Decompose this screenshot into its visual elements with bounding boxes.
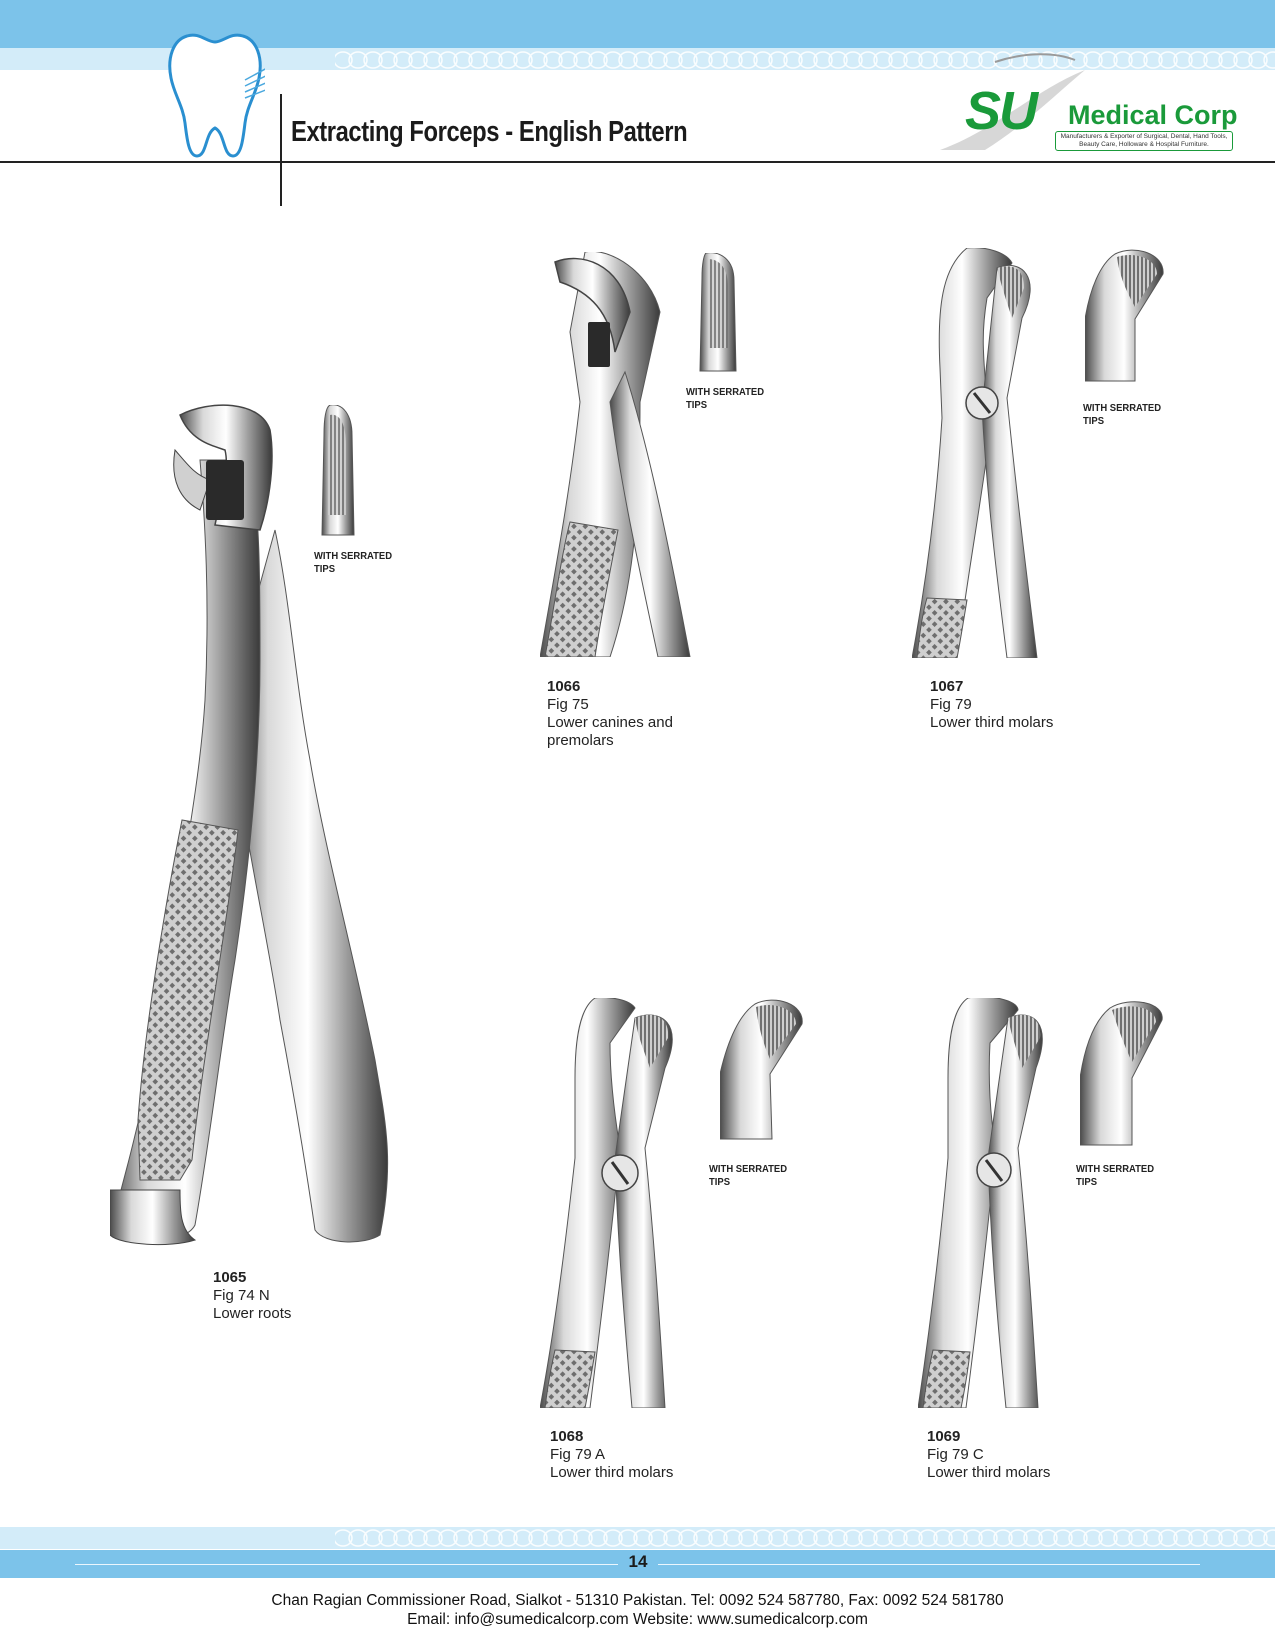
forceps-image-1069 [918, 998, 1068, 1408]
ring-ornament [1264, 52, 1275, 68]
serrated-tips-note-1067: WITH SERRATED TIPS [1083, 402, 1162, 427]
product-code: 1069 [927, 1428, 961, 1445]
header-vertical-rule [280, 94, 282, 206]
product-figure: Fig 79 [930, 696, 972, 713]
logo-tagline-line2: Beauty Care, Holloware & Hospital Furniture. [1079, 141, 1209, 148]
header-rule [0, 161, 1275, 163]
product-1066 [547, 677, 673, 750]
serrated-tips-note-1068: WITH SERRATED TIPS [709, 1163, 788, 1188]
tooth-icon [165, 28, 265, 163]
logo-tagline-line1: Manufacturers & Exporter of Surgical, Dental, Hand Tools, [1060, 133, 1228, 140]
serrated-tip-image-1069 [1080, 1000, 1165, 1148]
product-figure: Fig 79 C [927, 1446, 984, 1463]
product-figure: Fig 74 N [213, 1287, 270, 1304]
forceps-image-1067 [912, 248, 1062, 658]
serrated-tips-note-1065: WITH SERRATED TIPS [314, 550, 393, 575]
serrated-tip-image-1068 [720, 999, 805, 1141]
serrated-tips-note-1066: WITH SERRATED TIPS [686, 386, 765, 411]
product-description: Lower third molars [930, 714, 1054, 731]
product-description: Lower third molars [927, 1464, 1051, 1481]
serrated-tip-image-1065 [318, 405, 358, 537]
product-1069 [927, 1427, 1050, 1482]
product-code: 1066 [547, 678, 581, 695]
product-description: Lower third molars [550, 1464, 674, 1481]
product-1067 [930, 677, 1053, 732]
footer-contact: Email: info@sumedicalcorp.com Website: www.sumedicalcorp.com [407, 1611, 868, 1628]
forceps-image-1066 [540, 252, 715, 657]
product-1068 [550, 1427, 673, 1482]
ring-ornament [1264, 1530, 1275, 1546]
forceps-image-1065 [110, 400, 410, 1250]
product-code: 1065 [213, 1269, 247, 1286]
product-code: 1068 [550, 1428, 584, 1445]
company-logo [935, 50, 1238, 155]
logo-company-name: Medical Corp [1068, 100, 1238, 130]
serrated-tip-image-1067 [1085, 249, 1165, 384]
product-figure: Fig 79 A [550, 1446, 606, 1463]
footer-address: Chan Ragian Commissioner Road, Sialkot - 51310 Pakistan. Tel: 0092 524 587780, Fax: 0092 524 581780 [271, 1592, 1004, 1609]
product-code: 1067 [930, 678, 964, 695]
product-figure: Fig 75 [547, 696, 589, 713]
logo-mark: SU [965, 81, 1037, 141]
footer-ring-pattern [335, 1528, 1275, 1548]
serrated-tip-image-1066 [698, 253, 740, 373]
forceps-image-1068 [540, 998, 710, 1408]
product-1065 [213, 1268, 291, 1323]
logo-tagline [1055, 131, 1233, 151]
product-description: Lower canines and premolars [547, 714, 673, 749]
page-number: 14 [618, 1552, 658, 1572]
serrated-tips-note-1069: WITH SERRATED TIPS [1076, 1163, 1155, 1188]
page-title: Extracting Forceps - English Pattern [291, 116, 688, 148]
product-description: Lower roots [213, 1305, 292, 1322]
